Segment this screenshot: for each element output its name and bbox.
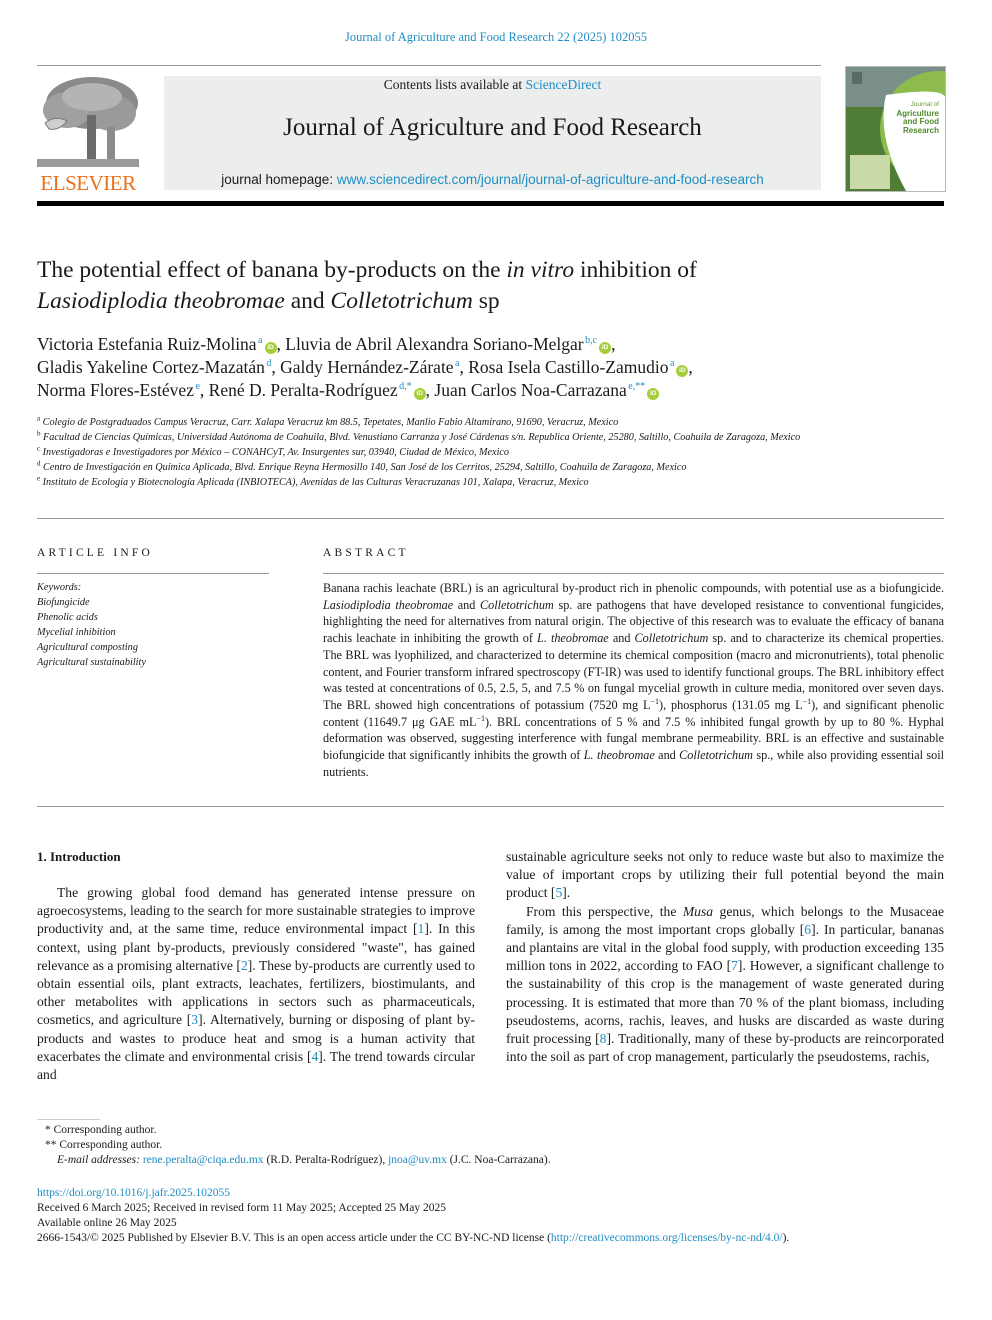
license-line	[37, 1231, 947, 1246]
paragraph-italic: Musa	[682, 903, 714, 919]
affiliation-item	[37, 475, 937, 490]
affiliation-key: b	[37, 429, 41, 438]
citation-link[interactable]: 2	[240, 957, 248, 973]
abstract-text: Banana rachis leachate (BRL) is an agricultural by-product rich in phenolic compounds, with potential use as a biofungicide.	[323, 581, 944, 595]
email-link[interactable]: rene.peralta@ciqa.edu.mx	[142, 1154, 264, 1166]
author-affiliation-marker[interactable]: e,**	[628, 381, 646, 393]
article-history: Received 6 March 2025; Received in revised form 11 May 2025; Accepted 25 May 2025	[37, 1202, 446, 1214]
abstract-italic: Colletotrichum	[480, 597, 554, 612]
doi-link[interactable]: https://doi.org/10.1016/j.jafr.2025.102055	[37, 1187, 231, 1199]
homepage-link[interactable]: www.sciencedirect.com/journal/journal-of-agriculture-and-food-research	[336, 172, 764, 187]
abstract-italic: Colletotrichum	[634, 631, 709, 646]
abstract-text: and	[654, 748, 680, 763]
author-affiliation-marker[interactable]: b,c	[585, 335, 598, 347]
license-link[interactable]: http://creativecommons.org/licenses/by-nc-nd/4.0/	[550, 1232, 783, 1244]
author-affiliation-marker[interactable]: d,*	[399, 381, 412, 393]
abstract-text: ). BRL concentrations of 5 % and 7.5 % inhibited fungal growth by up to 80 %. Hyphal deformation was observed, suggesting interference with fungal membrane permeability. BRL is an effective and sustainable biofungicide that significantly inhibits the growth of	[323, 714, 945, 763]
author-name[interactable]: Victoria Estefania Ruiz-Molina	[37, 334, 257, 354]
author-affiliation-marker[interactable]: d	[266, 358, 272, 370]
cover-title-line: Research	[902, 125, 939, 135]
email-owner: (R.D. Peralta-Rodríguez),	[263, 1154, 389, 1166]
keywords-block	[37, 580, 267, 670]
paragraph-text: ]. However, a significant challenge to the sustainability of this crop is the management of waste generated during processing. It is estimated that more than 70 % of the plant biomass, including pseudostems, acorns, rachis, leaves, and husks are discarded as waste during fruit processing [	[506, 958, 944, 1047]
title-italic: in vitro	[506, 257, 575, 283]
paragraph-text: ]. Alternatively, burning or disposing of plant by-products and wastes to produce heat and smog is a human activity that exacerbates the climate and environmental crisis [	[37, 1012, 476, 1064]
abstract-body	[323, 580, 944, 780]
paragraph-text: From this perspective, the	[526, 903, 683, 919]
footnote-corresponding-2: ** Corresponding author.	[45, 1139, 163, 1151]
elsevier-logo[interactable]	[37, 75, 139, 193]
author-affiliation-marker[interactable]: a	[669, 358, 675, 370]
author-name[interactable]: Lluvia de Abril Alexandra Soriano-Melgar	[285, 334, 584, 354]
cover-title-line: Agriculture	[896, 108, 939, 118]
cover-title-line: and Food	[903, 117, 939, 126]
contents-line	[164, 77, 821, 93]
intro-right-column	[506, 848, 944, 1066]
affiliation-text: Investigadoras e Investigadores por México – CONAHCyT, Av. Insurgentes sur, 03940, Ciudad de México, Mexico	[42, 447, 510, 458]
keyword-item: Biofungicide	[37, 597, 90, 608]
section-heading-introduction: 1. Introduction	[37, 849, 121, 864]
affiliation-list	[37, 415, 937, 490]
article-title	[37, 255, 897, 317]
footnote-divider	[37, 1119, 100, 1120]
affiliations-divider	[37, 518, 944, 519]
available-online: Available online 26 May 2025	[37, 1217, 177, 1229]
cover-title	[896, 101, 939, 135]
journal-cover-thumbnail[interactable]	[845, 66, 946, 192]
abstract-text: and	[608, 631, 635, 646]
paragraph-text: ].	[562, 885, 571, 901]
paragraph-text: ]. In this context, using plant by-products, previously considered "waste", has gained relevance as a promising alternative [	[37, 921, 475, 973]
affiliation-item	[37, 445, 937, 460]
abstract-heading: ABSTRACT	[323, 547, 409, 559]
paragraph-text: ]. In particular, bananas and plantains are vital in the global food supply, with production exceeding 135 million tons in 2022, according to FAO [	[506, 921, 944, 974]
affiliation-item	[37, 415, 937, 430]
abstract-text: sp. are pathogens that have developed resistance to conventional fungicides, highlighting the need for alternatives from natural origin. The objective of this research was to evaluate the efficacy of banana rachis leachate in inhibiting the growth of	[323, 597, 944, 646]
contents-prefix: Contents lists available at	[383, 77, 526, 92]
paragraph-text: ]. Traditionally, many of these by-products are reincorporated into the soil as part of crop management, particularly the pseudostems, rachis,	[506, 1031, 944, 1065]
abstract-italic: L. theobromae	[583, 748, 655, 763]
elsevier-tree-icon	[37, 75, 139, 170]
author-name[interactable]: Gladis Yakeline Cortez-Mazatán	[37, 357, 265, 377]
author-name[interactable]: Norma Flores-Estévez	[37, 380, 194, 400]
journal-title: Journal of Agriculture and Food Research	[283, 114, 702, 141]
title-text: inhibition of	[574, 257, 697, 283]
paragraph-text: ]. The trend towards circular and	[37, 1048, 475, 1083]
abstract-divider	[323, 573, 944, 574]
intro-left-column	[37, 884, 475, 1084]
paragraph-text: genus, which belongs to the Musaceae family, is among the most important crops globally [	[506, 903, 944, 937]
keywords-label: Keywords:	[37, 582, 82, 593]
homepage-line	[164, 172, 821, 187]
citation-link[interactable]: 7	[731, 958, 738, 974]
affiliation-key: c	[37, 444, 41, 453]
abstract-text: ), phosphorus (131.05 mg L	[659, 697, 803, 712]
article-info-divider	[37, 573, 269, 574]
author-affiliation-marker[interactable]: a	[455, 358, 460, 370]
cover-title-line: Journal of	[910, 101, 939, 108]
journal-banner	[164, 76, 821, 190]
title-text: The potential effect of banana by-products on the	[37, 257, 507, 283]
affiliation-item	[37, 430, 937, 445]
email-label: E-mail addresses:	[57, 1154, 140, 1166]
license-text: ).	[782, 1232, 790, 1244]
intro-paragraph	[37, 884, 475, 1084]
running-head[interactable]: Journal of Agriculture and Food Research 22 (2025) 102055	[344, 30, 648, 44]
footnote-emails	[37, 1153, 937, 1168]
affiliation-item	[37, 460, 937, 475]
sciencedirect-link[interactable]: ScienceDirect	[525, 77, 602, 92]
header-top-rule	[37, 65, 821, 66]
author-name[interactable]: René D. Peralta-Rodríguez	[208, 380, 398, 400]
footnote-corresponding-1: * Corresponding author.	[45, 1124, 157, 1136]
citation-link[interactable]: 5	[555, 885, 563, 901]
article-info-heading: ARTICLE INFO	[37, 547, 153, 559]
abstract-superscript: −1	[802, 696, 812, 706]
keyword-item: Mycelial inhibition	[37, 627, 116, 638]
author-list: Victoria Estefania Ruiz-Molina $^a$iD , Lluvia de Abril Alexandra Soriano-Melgar $^{b,c}$iD , Gladis Yakeline Cortez-Mazatán $^d$, Galdy Hernández-Zárate $^a$, Rosa Isela Castillo-Zamudio $^a$iD , Norma Flores-Estévez $^e$, René D. Peralta-Rodríguez $^{d,*}$iD , Juan Carlos Noa-Carrazana $^{e,**}$iD	[37, 334, 693, 400]
affiliation-text: Centro de Investigación en Química Aplicada, Blvd. Enrique Reyna Hermosillo 140, San José de los Cerritos, 25294, Saltillo, Coahuila de Zaragoza, Mexico	[43, 462, 687, 473]
abstract-bottom-divider	[37, 806, 944, 807]
affiliation-text: Instituto de Ecología y Biotecnología Aplicada (INBIOTECA), Avenidas de las Culturas Veracruzanas 101, Xalapa, Veracruz, Mexico	[42, 477, 589, 488]
orcid-icon[interactable]: iD	[647, 388, 659, 400]
article-metadata	[37, 1186, 947, 1246]
author-affiliation-marker[interactable]: e	[195, 381, 200, 393]
abstract-italic: L. theobromae	[537, 631, 609, 646]
abstract-text: sp., while also providing essential soil nutrients.	[323, 748, 945, 779]
title-text: and	[284, 288, 331, 314]
title-text: sp	[472, 288, 500, 314]
footnotes	[37, 1123, 937, 1168]
author-name[interactable]: Juan Carlos Noa-Carrazana	[434, 380, 627, 400]
elsevier-wordmark: ELSEVIER	[40, 171, 136, 195]
orcid-icon[interactable]: iD	[676, 365, 688, 377]
abstract-superscript: −1	[650, 696, 660, 706]
title-italic: Lasiodiplodia theobromae	[37, 288, 285, 314]
header-thick-rule	[37, 201, 944, 206]
homepage-prefix: journal homepage:	[221, 172, 337, 187]
citation-link[interactable]: 4	[311, 1048, 319, 1064]
abstract-text: and	[453, 597, 480, 612]
citation-link[interactable]: 1	[417, 921, 425, 937]
abstract-text: ), and significant phenolic content (11649.7 μg GAE mL	[323, 697, 945, 729]
author-name[interactable]: Rosa Isela Castillo-Zamudio	[468, 357, 669, 377]
paragraph-text: ]. These by-products are currently used to obtain essential oils, plant extracts, leachates, fertilizers, biostimulants, and other metabolites with applications in sectors such as pharmaceuticals, cosmetics, and agriculture [	[37, 957, 476, 1028]
affiliation-text: Facultad de Ciencias Químicas, Universidad Autónoma de Coahuila, Blvd. Venustiano Carranza y José Cárdenas s/n. Republica Oriente, 25280, Saltillo, Coahuila de Zaragoza, Mexico	[43, 432, 801, 443]
author-name[interactable]: Galdy Hernández-Zárate	[280, 357, 454, 377]
paragraph-text: sustainable agriculture seeks not only to reduce waste but also to maximize the value of important crops by utilizing their full potential beyond the main product [	[506, 849, 944, 901]
citation-link[interactable]: 8	[599, 1031, 607, 1047]
orcid-icon[interactable]: iD	[599, 342, 611, 354]
author-affiliation-marker[interactable]: a	[258, 335, 263, 347]
orcid-icon[interactable]: iD	[265, 342, 277, 354]
email-link[interactable]: jnoa@uv.mx	[388, 1154, 447, 1166]
license-text: 2666-1543/© 2025 Published by Elsevier B.V. This is an open access article under the CC BY-NC-ND license (	[37, 1232, 551, 1244]
keyword-item: Agricultural composting	[37, 642, 138, 653]
paragraph-text: The growing global food demand has generated intense pressure on agroecosystems, leading to the search for more sustainable strategies to improve productivity and, at the same time, reduce environmental impact [	[37, 885, 475, 937]
keyword-item: Agricultural sustainability	[37, 657, 146, 668]
keyword-item: Phenolic acids	[37, 612, 98, 623]
citation-link[interactable]: 6	[804, 921, 812, 937]
abstract-text: sp. and to characterize its chemical properties. The BRL was lyophilized, and characterized to determine its chemical composition (macro and micronutrients), total phenolic content, and Fourier transform infrared spectroscopy (FT-IR) was used to identify functional groups. The BRL inhibitory effect was tested at concentrations of 0.5, 2.5, 5, and 7.5 % on fungal mycelial growth in culture media, monitored over seven days. The BRL showed high concentrations of potassium (7520 mg L	[323, 631, 944, 712]
title-italic: Colletotrichum	[330, 288, 473, 314]
email-owner: (J.C. Noa-Carrazana).	[446, 1154, 551, 1166]
affiliation-key: e	[37, 474, 41, 483]
affiliation-key: a	[37, 414, 41, 423]
intro-paragraph	[506, 848, 944, 903]
affiliation-text: Colegio de Postgraduados Campus Veracruz, Carr. Xalapa Veracruz km 88.5, Tepetates, Manlio Fabio Altamirano, 91690, Veracruz, Mexico	[42, 417, 619, 428]
citation-link[interactable]: 3	[191, 1012, 199, 1028]
affiliation-key: d	[37, 459, 41, 468]
orcid-icon[interactable]: iD	[414, 388, 426, 400]
abstract-italic: Colletotrichum	[679, 748, 753, 763]
abstract-italic: Lasiodiplodia theobromae	[323, 597, 454, 612]
abstract-superscript: −1	[476, 713, 485, 723]
intro-paragraph	[506, 903, 944, 1067]
